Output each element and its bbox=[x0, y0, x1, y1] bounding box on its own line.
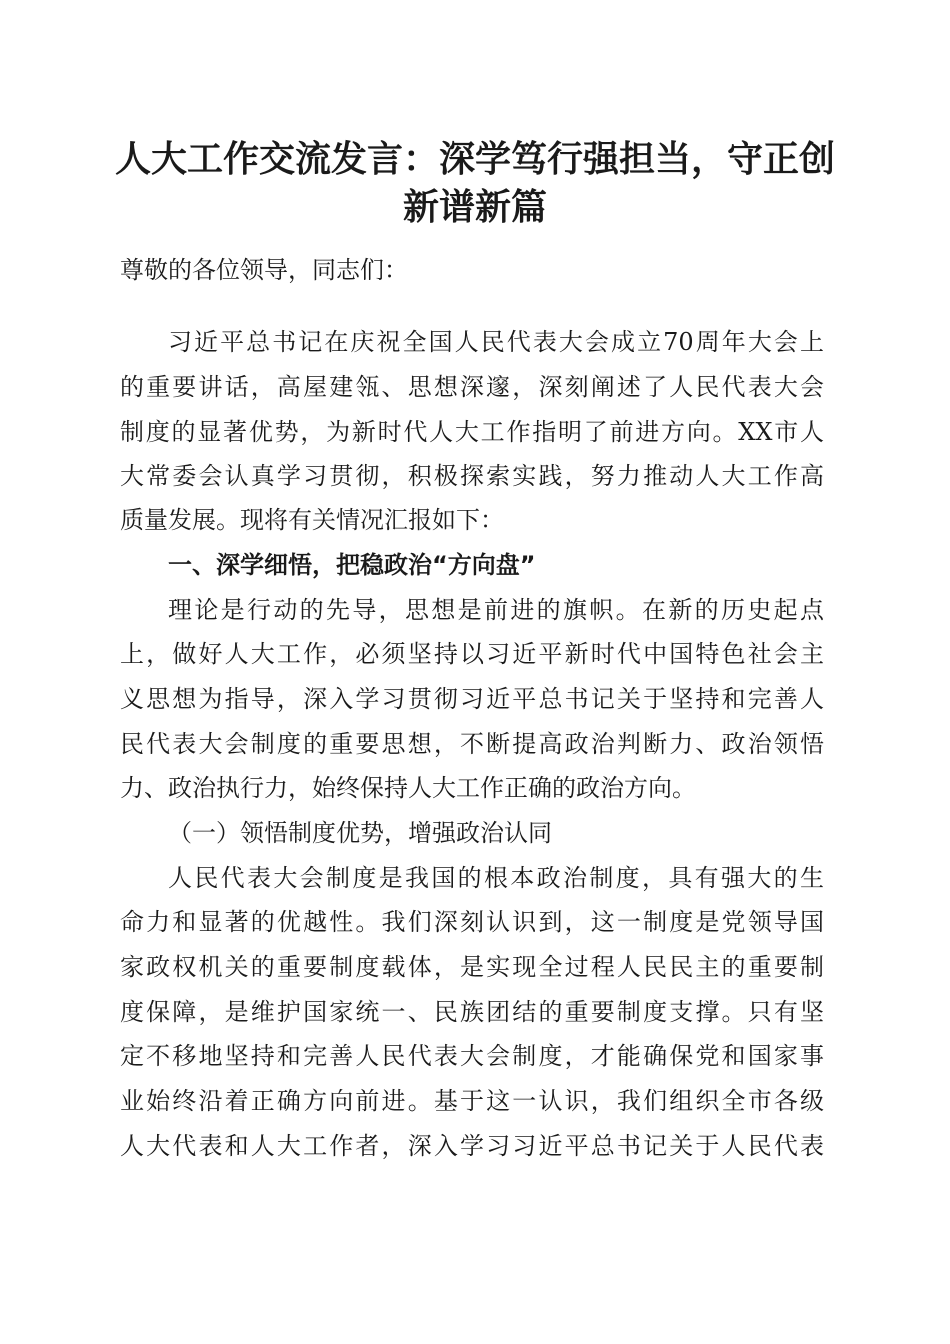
paragraph-line: 人民代表大会制度是我国的根本政治制度，具有强大的生 bbox=[168, 864, 824, 892]
paragraph-line: 定不移地坚持和完善人民代表大会制度，才能确保党和国家事 bbox=[120, 1042, 824, 1070]
paragraph-line: 力、政治执行力，始终保持人大工作正确的政治方向。 bbox=[120, 774, 696, 802]
paragraph-line: 人大代表和人大工作者，深入学习习近平总书记关于人民代表 bbox=[120, 1132, 824, 1160]
paragraph-line: 大常委会认真学习贯彻，积极探索实践，努力推动人大工作高 bbox=[120, 462, 824, 490]
subsection-heading-1: （一）领悟制度优势，增强政治认同 bbox=[168, 819, 552, 847]
paragraph-line: 家政权机关的重要制度载体，是实现全过程人民民主的重要制 bbox=[120, 953, 824, 981]
paragraph-line: 业始终沿着正确方向前进。基于这一认识，我们组织全市各级 bbox=[120, 1087, 824, 1115]
paragraph-line: 上，做好人大工作，必须坚持以习近平新时代中国特色社会主 bbox=[120, 640, 824, 668]
paragraph-line: 民代表大会制度的重要思想，不断提高政治判断力、政治领悟 bbox=[120, 730, 824, 758]
paragraph-line: 质量发展。现将有关情况汇报如下： bbox=[120, 506, 504, 534]
document-title-line-2: 新谱新篇 bbox=[402, 186, 547, 228]
document-title-line-1: 人大工作交流发言：深学笃行强担当，守正创 bbox=[114, 138, 835, 180]
paragraph-line: 理论是行动的先导，思想是前进的旗帜。在新的历史起点 bbox=[168, 596, 824, 624]
paragraph-line: 制度的显著优势，为新时代人大工作指明了前进方向。XX市人 bbox=[120, 418, 824, 446]
paragraph-line: 命力和显著的优越性。我们深刻认识到，这一制度是党领导国 bbox=[120, 908, 824, 936]
paragraph-line: 度保障，是维护国家统一、民族团结的重要制度支撑。只有坚 bbox=[120, 998, 824, 1026]
salutation: 尊敬的各位领导，同志们： bbox=[120, 256, 408, 284]
section-heading-1: 一、深学细悟，把稳政治“方向盘” bbox=[168, 551, 536, 579]
paragraph-line: 义思想为指导，深入学习贯彻习近平总书记关于坚持和完善人 bbox=[120, 685, 824, 713]
paragraph-line: 的重要讲话，高屋建瓴、思想深邃，深刻阐述了人民代表大会 bbox=[120, 373, 824, 401]
paragraph-line: 习近平总书记在庆祝全国人民代表大会成立70周年大会上 bbox=[168, 328, 824, 356]
